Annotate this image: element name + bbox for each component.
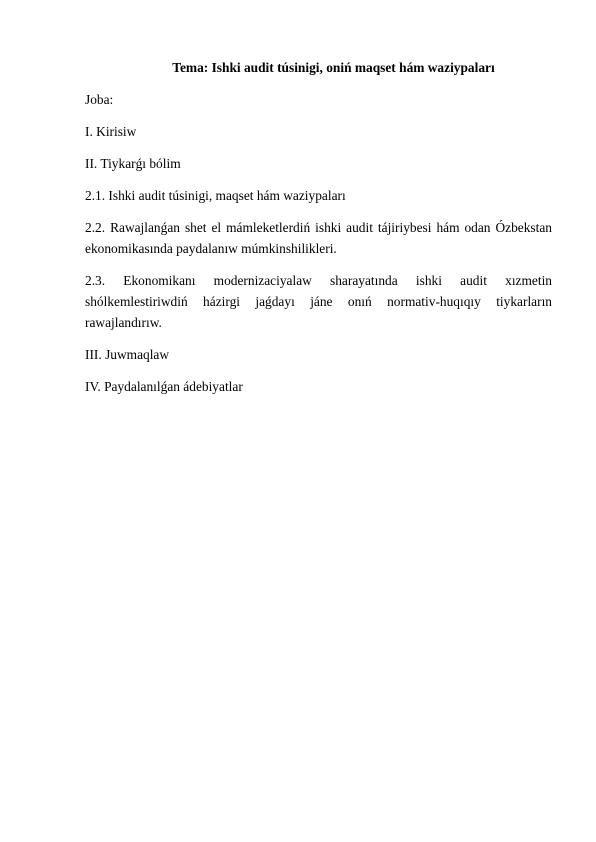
plan-item-2-1: 2.1. Ishki audit túsinigi, maqset hám waziypaları	[85, 188, 346, 203]
plan-label: Joba:	[85, 92, 114, 107]
document-title: Tema: Ishki audit túsinigi, oniń maqset hám waziypaları	[172, 60, 495, 75]
plan-item-2-3: 2.3. Ekonomikanı modernizaciyalaw sharayatında ishki audit xızmetin shólkemlestiriwdiń házirgi jaǵdayı jáne onıń normativ-huqıqıy tiykarların rawajlandırıw.	[85, 273, 552, 330]
plan-item-2-2: 2.2. Rawajlanǵan shet el mámleketlerdiń ishki audit tájiriybesi hám odan Ózbekstan ekonomikasında paydalanıw múmkinshilikleri.	[85, 220, 552, 256]
plan-item-introduction: I. Kirisiw	[85, 124, 137, 139]
plan-item-conclusion: III. Juwmaqlaw	[85, 347, 170, 362]
plan-item-references: IV. Paydalanılǵan ádebiyatlar	[85, 379, 243, 394]
plan-item-main-part: II. Tiykarǵı bólim	[85, 156, 181, 171]
document-body	[85, 57, 552, 408]
